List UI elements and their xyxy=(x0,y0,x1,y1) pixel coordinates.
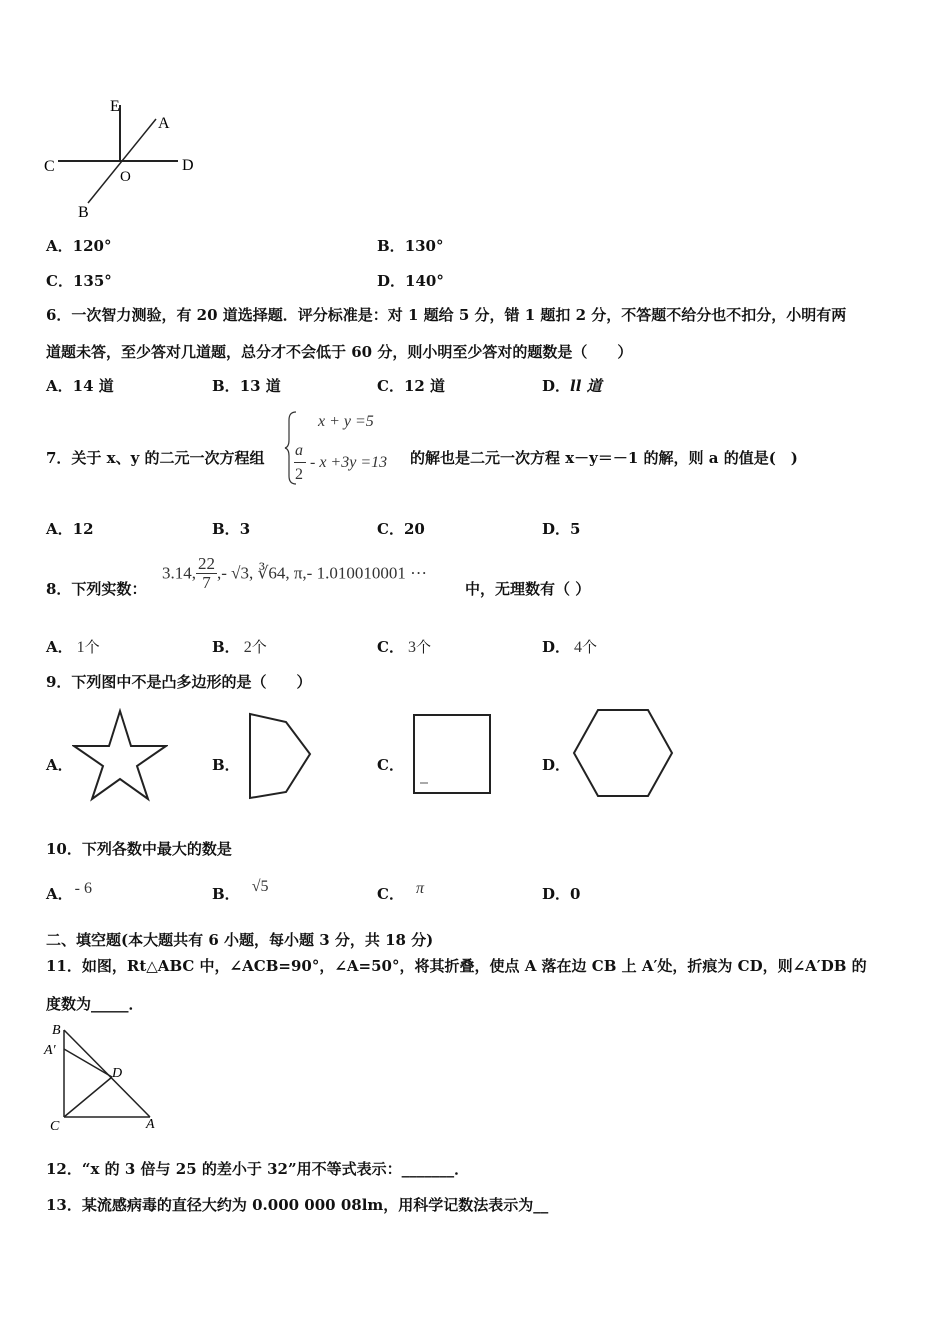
pentagon-shape xyxy=(246,710,314,800)
q7-stem-suffix: 的解也是二元一次方程 x－y＝－1 的解，则 a 的值是( ) xyxy=(410,449,798,467)
q10-option-d[interactable]: D．0 xyxy=(542,885,581,903)
q7-fraction-num: a xyxy=(295,442,303,459)
q10-option-b[interactable]: B． √5 xyxy=(212,878,269,903)
q7-fraction-den: 2 xyxy=(295,466,303,483)
label-c: C xyxy=(44,158,55,175)
q5-option-c[interactable]: C．135° xyxy=(46,272,112,290)
label-d: D xyxy=(182,157,194,174)
q8-option-c[interactable]: C． 3个 xyxy=(377,638,431,656)
section-2-heading: 二、填空题(本大题共有 6 小题，每小题 3 分，共 18 分) xyxy=(46,931,434,949)
q9-option-c-letter[interactable]: C． xyxy=(377,756,404,774)
q5-option-a[interactable]: A．120° xyxy=(46,237,112,255)
label-b: B xyxy=(78,204,89,220)
q9-option-a-letter[interactable]: A． xyxy=(46,756,73,774)
q6-option-d[interactable]: D．ll 道 xyxy=(542,377,602,395)
label-a: A xyxy=(146,1117,155,1132)
label-c: C xyxy=(50,1119,60,1134)
q6-stem-line1: 6．一次智力测验，有 20 道选择题．评分标准是：对 1 题给 5 分，错 1 题扣 2 分，不答题不给分也不扣分，小明有两 xyxy=(46,306,847,324)
q7-option-d[interactable]: D．5 xyxy=(542,520,581,538)
label-a-prime: A′ xyxy=(44,1043,56,1058)
q9-option-d-letter[interactable]: D． xyxy=(542,756,571,774)
star-shape xyxy=(72,708,168,802)
q6-option-b[interactable]: B．13 道 xyxy=(212,377,281,395)
q7-option-a[interactable]: A．12 xyxy=(46,520,94,538)
label-o: O xyxy=(120,169,131,185)
q7-option-b[interactable]: B．3 xyxy=(212,520,251,538)
q6-option-c[interactable]: C．12 道 xyxy=(377,377,446,395)
q7-equation-2: - x +3y =13 xyxy=(310,454,388,471)
square-shape xyxy=(410,710,494,798)
q8-expression: 3.14, $\frac{22}{7}$ ,- √3, ∛64, π,- 1.010010001 ··· xyxy=(162,554,428,592)
label-d: D xyxy=(112,1066,123,1081)
label-b: B xyxy=(52,1023,61,1038)
q5-option-b[interactable]: B．130° xyxy=(377,237,444,255)
q9-stem: 9．下列图中不是凸多边形的是（ ） xyxy=(46,673,312,691)
label-e: E xyxy=(110,98,120,115)
q12-stem: 12．“x 的 3 倍与 25 的差小于 32”用不等式表示：_______． xyxy=(46,1160,470,1178)
q8-stem-suffix: 中，无理数有（ ） xyxy=(465,580,591,598)
q11-stem-line1: 11．如图，Rt△ABC 中，∠ACB=90°，∠A=50°，将其折叠，使点 A 落在边 CB 上 A′处，折痕为 CD，则∠A′DB 的 xyxy=(46,957,867,975)
q8-option-d[interactable]: D． 4个 xyxy=(542,638,598,656)
q11-stem-line2: 度数为_____． xyxy=(46,995,144,1013)
q7-stem-prefix: 7．关于 x、y 的二元一次方程组 xyxy=(46,449,265,467)
q7-fraction-bar xyxy=(294,462,306,463)
angle-figure xyxy=(38,95,208,220)
q8-fraction: $\frac{22}{7}$ xyxy=(198,554,215,592)
q10-option-a[interactable]: A． - 6 xyxy=(46,880,92,903)
label-a: A xyxy=(158,115,170,132)
q8-option-b[interactable]: B． 2个 xyxy=(212,638,267,656)
q6-option-a[interactable]: A．14 道 xyxy=(46,377,114,395)
q10-option-c[interactable]: C． π xyxy=(377,880,424,903)
q9-option-b-letter[interactable]: B． xyxy=(212,756,240,774)
q7-option-c[interactable]: C．20 xyxy=(377,520,425,538)
q8-stem-prefix: 8．下列实数： xyxy=(46,580,147,598)
triangle-fold-figure xyxy=(42,1020,172,1135)
q5-option-d[interactable]: D．140° xyxy=(377,272,444,290)
q10-stem: 10．下列各数中最大的数是 xyxy=(46,840,232,858)
q6-stem-line2: 道题未答，至少答对几道题，总分才不会低于 60 分，则小明至少答对的题数是（ ） xyxy=(46,343,633,361)
hexagon-shape xyxy=(570,706,676,800)
q13-stem: 13．某流感病毒的直径大约为 0.000 000 08lm，用科学记数法表示为__ xyxy=(46,1196,549,1214)
q7-equation-1: x + y =5 xyxy=(318,413,374,430)
q8-option-a[interactable]: A． 1个 xyxy=(46,638,100,656)
